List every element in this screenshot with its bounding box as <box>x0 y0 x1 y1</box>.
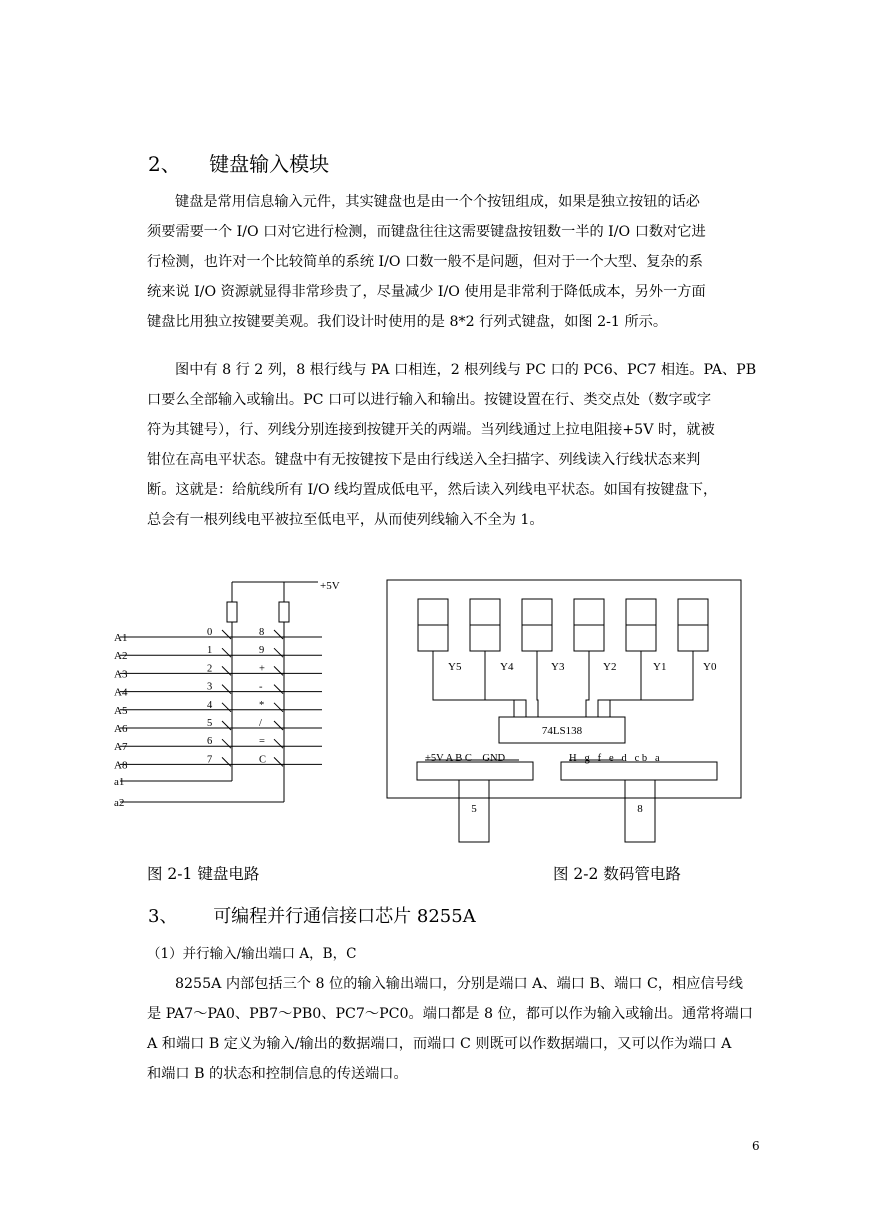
section2-paragraph-1 <box>147 187 775 337</box>
key-label: 0 <box>207 627 213 638</box>
paragraph-line: 键盘比用独立按键要美观。我们设计时使用的是 8*2 行列式键盘，如图 2-1 所示。 <box>147 314 668 330</box>
row-label: A3 <box>114 668 128 681</box>
right-bus-label: H g f e d c b a <box>569 753 660 764</box>
output-label: Y1 <box>653 661 667 673</box>
right-bus <box>561 762 717 780</box>
paragraph-line: 键盘是常用信息输入元件，其实键盘也是由一个个按钮组成，如果是独立按钮的话必 <box>175 194 700 210</box>
key-label: = <box>259 736 265 748</box>
key-switch <box>274 648 283 657</box>
paragraph-line: 口要么全部输入或输出。PC 口可以进行输入和输出。按键设置在行、类交点处（数字或字 <box>147 392 712 408</box>
output-wire <box>537 651 538 717</box>
output-label: Y2 <box>603 661 617 673</box>
left-bus <box>417 762 533 780</box>
output-label: Y4 <box>500 661 514 673</box>
paragraph-line: 行检测，也许对一个比较简单的系统 I/O 口数一般不是问题，但对于一个大型、复杂的系 <box>147 254 703 270</box>
paragraph-line: 钳位在高电平状态。键盘中有无按键按下是由行线送入全扫描字、列线读入行线状态来判 <box>147 452 701 468</box>
row-label: A5 <box>114 704 128 717</box>
paragraph-line: 是 PA7～PA0、PB7～PB0、PC7～PC0。端口都是 8 位，都可以作为输入或输出。通常将端口 <box>147 1006 753 1022</box>
key-switch <box>274 666 283 675</box>
key-switch <box>222 739 231 748</box>
key-label: 9 <box>259 645 265 657</box>
section2-paragraph-2 <box>147 355 775 535</box>
keyboard-circuit-figure <box>100 570 360 820</box>
left-connector-label: 5 <box>471 803 477 815</box>
row-label: A8 <box>114 759 128 772</box>
row-label: A1 <box>114 632 128 644</box>
key-label: 6 <box>207 736 213 748</box>
section3-title: 可编程并行通信接口芯片 8255A <box>213 906 476 927</box>
key-label: / <box>259 718 262 729</box>
key-label: 8 <box>259 627 265 638</box>
output-label: Y3 <box>551 661 565 673</box>
section3-number: 3、 <box>148 906 178 927</box>
key-label: 4 <box>207 699 213 711</box>
key-label: * <box>259 699 265 711</box>
paragraph-line: 断。这就是：给航线所有 I/O 线均置成低电平，然后读入列线电平状态。如国有按键盘下， <box>147 482 718 498</box>
key-switch <box>222 648 231 657</box>
key-switch <box>274 721 283 730</box>
key-switch <box>222 666 231 675</box>
key-switch <box>274 739 283 748</box>
pull-up-resistor <box>227 602 237 622</box>
column-label: a1 <box>114 776 125 788</box>
key-label: 3 <box>207 681 213 693</box>
row-label: A6 <box>114 723 128 735</box>
key-label: - <box>259 681 263 693</box>
output-label: Y5 <box>448 661 462 673</box>
display-circuit-figure <box>385 578 745 848</box>
page-number: 6 <box>752 1139 760 1153</box>
key-label: 1 <box>207 645 213 657</box>
key-switch <box>274 685 283 694</box>
key-label: 7 <box>207 754 213 766</box>
paragraph-line: 图中有 8 行 2 列，8 根行线与 PA 口相连，2 根列线与 PC 口的 PC6、PC7 相连。PA、PB <box>175 362 757 378</box>
key-switch <box>222 757 231 766</box>
paragraph-line: 统来说 I/O 资源就显得非常珍贵了，尽量减少 I/O 使用是非常利于降低成本，另外一方面 <box>147 284 706 300</box>
column-label: a2 <box>114 797 125 809</box>
right-connector-label: 8 <box>637 803 643 815</box>
paragraph-line: A 和端口 B 定义为输入/输出的数据端口，而端口 C 则既可以作数据端口，又可以作为端口 A <box>147 1036 732 1052</box>
row-label: A2 <box>114 650 128 663</box>
key-switch <box>222 685 231 694</box>
output-wire <box>586 651 589 717</box>
key-label: C <box>259 754 267 766</box>
key-switch <box>274 630 283 639</box>
figure-2-2-caption: 图 2-2 数码管电路 <box>553 865 681 883</box>
key-switch <box>222 721 231 730</box>
key-switch <box>222 630 231 639</box>
key-label: 2 <box>207 663 213 675</box>
key-switch <box>274 757 283 766</box>
key-label: 5 <box>207 718 213 729</box>
paragraph-line: 总会有一根列线电平被拉至低电平，从而使列线输入不全为 1。 <box>147 512 544 528</box>
row-label: A4 <box>114 686 128 699</box>
output-wire <box>610 651 693 717</box>
left-bus-label: +5V A B C GND <box>425 753 506 764</box>
paragraph-line: 8255A 内部包括三个 8 位的输入输出端口，分别是端口 A、端口 B、端口 C，相应信号线 <box>175 976 743 992</box>
paragraph-line: 须要需要一个 I/O 口对它进行检测，而键盘往往这需要键盘按钮数一半的 I/O 口数对它进 <box>147 224 706 240</box>
section3-heading <box>148 902 476 928</box>
section2-title: 键盘输入模块 <box>209 152 330 176</box>
paragraph-line: 符为其键号），行、列线分别连接到按键开关的两端。当列线通过上拉电阻接+5V 时，就被 <box>147 422 715 438</box>
key-switch <box>222 703 231 712</box>
supply-label: +5V <box>320 580 340 592</box>
section2-number: 2、 <box>148 152 181 176</box>
key-switch <box>274 703 283 712</box>
decoder-label: 74LS138 <box>541 725 583 737</box>
row-label: A7 <box>114 741 128 754</box>
section3-paragraph <box>147 969 775 1089</box>
output-label: Y0 <box>703 661 717 673</box>
paragraph-line: 和端口 B 的状态和控制信息的传送端口。 <box>147 1066 408 1082</box>
figure-2-1-caption: 图 2-1 键盘电路 <box>147 865 260 883</box>
pull-up-resistor <box>279 602 289 622</box>
key-label: + <box>259 663 265 675</box>
section2-heading <box>148 148 329 177</box>
section3-subheading: （1）并行输入/输出端口 A，B，C <box>147 946 357 962</box>
